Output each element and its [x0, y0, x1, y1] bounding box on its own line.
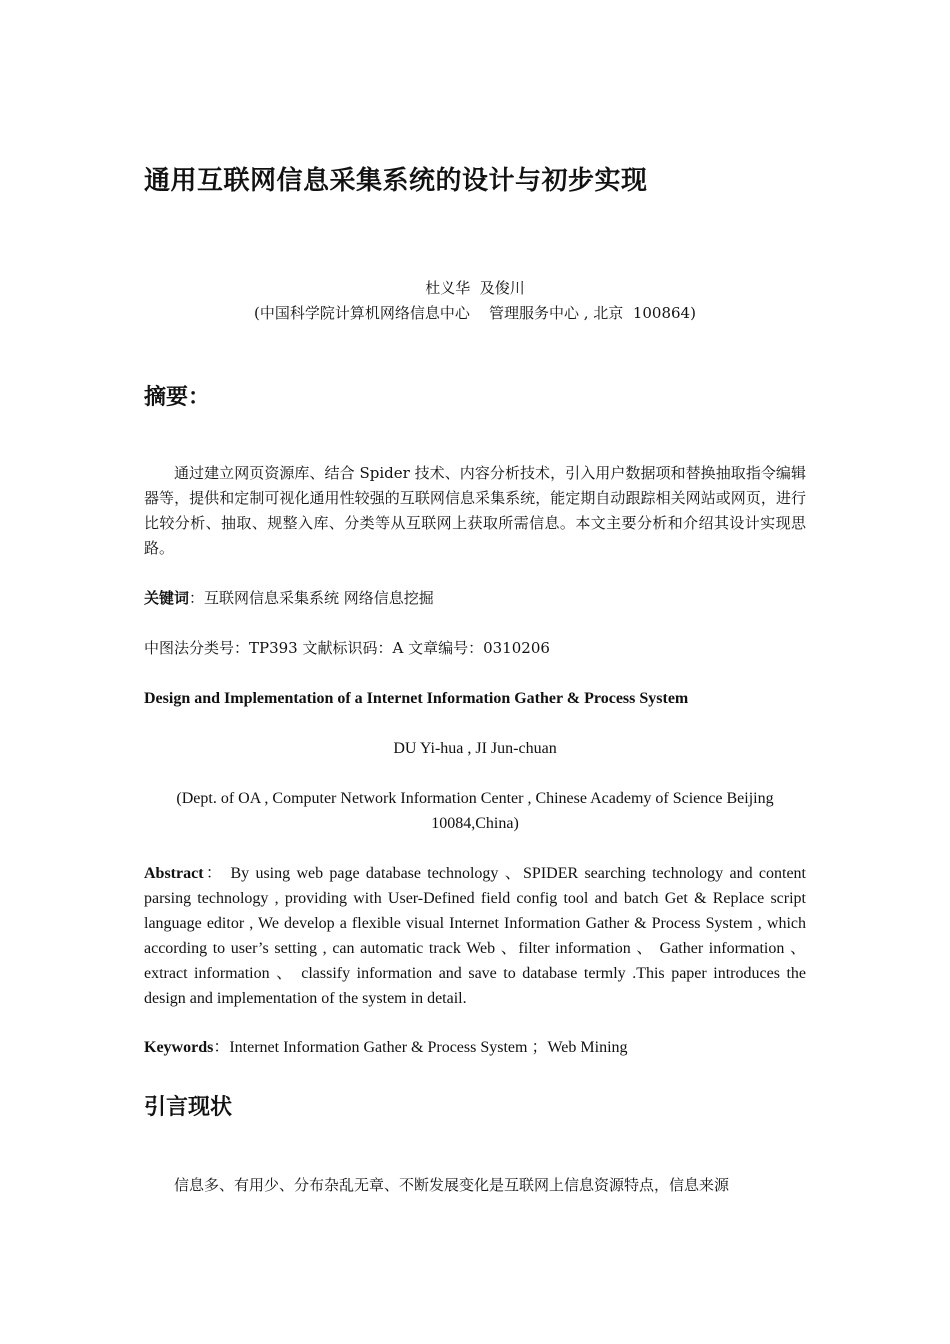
abstract-paragraph: 通过建立网页资源库、结合 Spider 技术、内容分析技术，引入用户数据项和替换抽取指令编辑器等，提供和定制可视化通用性较强的互联网信息采集系统，能定期自动跟踪相关网站或网页，进行比较分析、抽取、规整入库、分类等从互联网上获取所需信息。本文主要分析和介绍其设计实现思路。 — [144, 464, 806, 557]
abstract-heading: 摘要： — [144, 385, 211, 410]
paper-title: 通用互联网信息采集系统的设计与初步实现 — [144, 166, 648, 196]
english-abstract-label: Abstract — [144, 865, 204, 882]
classification-line: 中图法分类号：TP393 文献标识码：A 文章编号：0310206 — [144, 639, 550, 657]
english-keywords-label: Keywords — [144, 1039, 214, 1056]
english-abstract — [144, 861, 806, 1011]
author-affiliation: (中国科学院计算机网络信息中心 管理服务中心 , 北京 100864) — [254, 304, 696, 322]
english-affiliation: (Dept. of OA , Computer Network Information Center , Chinese Academy of Science Beijing 10084,China) — [176, 790, 774, 832]
english-title: Design and Implementation of a Internet Information Gather & Process System — [144, 690, 689, 707]
english-keywords — [144, 1035, 806, 1060]
english-authors: DU Yi-hua , JI Jun-chuan — [393, 740, 557, 757]
author-names: 杜义华 及俊川 — [425, 279, 525, 297]
intro-heading: 引言现状 — [144, 1095, 233, 1120]
keywords-line — [144, 586, 806, 611]
author-block — [144, 276, 806, 326]
english-keywords-text: ：Internet Information Gather & Process System ；Web Mining — [213, 1039, 628, 1056]
keywords-text: ：互联网信息采集系统 网络信息挖掘 — [189, 589, 434, 607]
intro-paragraph: 信息多、有用少、分布杂乱无章、不断发展变化是互联网上信息资源特点，信息来源 — [174, 1176, 730, 1194]
english-abstract-text: ： By using web page database technology 、SPIDER searching technology and content parsing technology , providing with User-Defined field config tool and batch Get & Replace script language editor , We develop a flexible visual Internet Information Gather & Process System , which according to user’s setting , can automatic track Web 、filter information 、 Gather information 、 extract information 、 classify information and save to database termly .This paper introduces the design and implementation of the system in detail. — [144, 865, 806, 1007]
keywords-label: 关键词 — [144, 589, 190, 607]
